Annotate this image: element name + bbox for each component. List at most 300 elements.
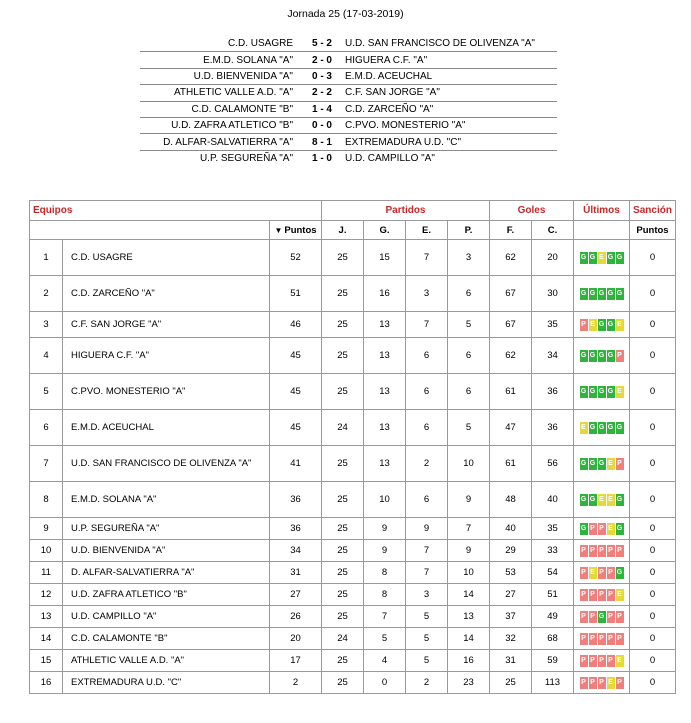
sanction-points-cell: 0	[630, 518, 676, 540]
goals-for-cell: 67	[490, 276, 532, 312]
form-badge: E	[616, 655, 624, 667]
header-sancion: Sanción	[630, 201, 676, 221]
goals-for-cell: 37	[490, 606, 532, 628]
sanction-points-cell: 0	[630, 562, 676, 584]
played-cell: 25	[322, 606, 364, 628]
won-cell: 5	[364, 628, 406, 650]
table-row[interactable]	[30, 672, 676, 694]
result-row	[140, 134, 557, 150]
drawn-cell: 2	[406, 446, 448, 482]
points-cell: 51	[270, 276, 322, 312]
form-badge: P	[589, 589, 597, 601]
recent-form-cell	[574, 446, 630, 482]
team-cell: HIGUERA C.F. "A"	[63, 338, 270, 374]
form-badge: E	[589, 567, 597, 579]
table-row[interactable]	[30, 562, 676, 584]
goals-for-cell: 48	[490, 482, 532, 518]
lost-cell: 7	[448, 518, 490, 540]
header-blank	[30, 221, 270, 240]
drawn-cell: 9	[406, 518, 448, 540]
goals-against-cell: 30	[532, 276, 574, 312]
form-badge: G	[616, 288, 624, 300]
sort-desc-icon: ▼	[274, 225, 283, 235]
recent-form-cell	[574, 672, 630, 694]
lost-cell: 13	[448, 606, 490, 628]
form-badge: G	[616, 567, 624, 579]
sanction-points-cell: 0	[630, 338, 676, 374]
header-goles: Goles	[490, 201, 574, 221]
form-badge: P	[598, 567, 606, 579]
points-cell: 36	[270, 482, 322, 518]
recent-form	[580, 611, 624, 623]
recent-form-cell	[574, 410, 630, 446]
position-cell: 12	[30, 584, 63, 606]
table-row[interactable]	[30, 240, 676, 276]
form-badge: P	[598, 523, 606, 535]
form-badge: P	[589, 677, 597, 689]
goals-against-cell: 54	[532, 562, 574, 584]
table-row[interactable]	[30, 584, 676, 606]
form-badge: G	[589, 386, 597, 398]
goals-for-cell: 62	[490, 338, 532, 374]
result-home-team: C.D. CALAMONTE "B"	[140, 101, 301, 117]
form-badge: P	[580, 633, 588, 645]
recent-form	[580, 350, 624, 362]
goals-for-cell: 53	[490, 562, 532, 584]
team-cell: C.D. USAGRE	[63, 240, 270, 276]
recent-form	[580, 319, 624, 331]
table-row[interactable]	[30, 540, 676, 562]
played-cell: 25	[322, 540, 364, 562]
form-badge: P	[580, 567, 588, 579]
won-cell: 10	[364, 482, 406, 518]
recent-form-cell	[574, 650, 630, 672]
points-cell: 45	[270, 338, 322, 374]
form-badge: P	[589, 655, 597, 667]
sanction-points-cell: 0	[630, 650, 676, 672]
form-badge: G	[598, 386, 606, 398]
lost-cell: 9	[448, 482, 490, 518]
won-cell: 9	[364, 540, 406, 562]
goals-against-cell: 20	[532, 240, 574, 276]
recent-form	[580, 386, 624, 398]
form-badge: G	[580, 252, 588, 264]
result-score: 2 - 0	[301, 52, 343, 68]
result-row	[140, 101, 557, 117]
result-away-team: EXTREMADURA U.D. "C"	[343, 134, 557, 150]
recent-form	[580, 252, 624, 264]
form-badge: G	[589, 458, 597, 470]
goals-for-cell: 62	[490, 240, 532, 276]
form-badge: P	[598, 677, 606, 689]
drawn-cell: 5	[406, 650, 448, 672]
form-badge: P	[607, 567, 615, 579]
position-cell: 9	[30, 518, 63, 540]
table-row[interactable]	[30, 312, 676, 338]
form-badge: P	[580, 611, 588, 623]
form-badge: E	[607, 523, 615, 535]
lost-cell: 23	[448, 672, 490, 694]
table-row[interactable]	[30, 606, 676, 628]
team-cell: C.D. ZARCEÑO "A"	[63, 276, 270, 312]
goals-against-cell: 59	[532, 650, 574, 672]
team-cell: E.M.D. ACEUCHAL	[63, 410, 270, 446]
result-home-team: E.M.D. SOLANA "A"	[140, 52, 301, 68]
goals-against-cell: 36	[532, 410, 574, 446]
sanction-points-cell: 0	[630, 540, 676, 562]
lost-cell: 3	[448, 240, 490, 276]
played-cell: 25	[322, 276, 364, 312]
points-cell: 36	[270, 518, 322, 540]
form-badge: G	[598, 458, 606, 470]
points-cell: 26	[270, 606, 322, 628]
position-cell: 13	[30, 606, 63, 628]
result-home-team: C.D. USAGRE	[227, 38, 293, 50]
form-badge: P	[616, 458, 624, 470]
form-badge: P	[580, 677, 588, 689]
table-row[interactable]	[30, 482, 676, 518]
drawn-cell: 6	[406, 374, 448, 410]
goals-against-cell: 56	[532, 446, 574, 482]
played-cell: 25	[322, 482, 364, 518]
form-badge: G	[616, 494, 624, 506]
form-badge: P	[598, 545, 606, 557]
position-cell: 11	[30, 562, 63, 584]
result-away-team: HIGUERA C.F. "A"	[343, 52, 557, 68]
form-badge: G	[580, 288, 588, 300]
recent-form	[580, 422, 624, 434]
recent-form-cell	[574, 374, 630, 410]
recent-form-cell	[574, 518, 630, 540]
form-badge: P	[580, 545, 588, 557]
team-cell: U.D. SAN FRANCISCO DE OLIVENZA "A"	[63, 446, 270, 482]
drawn-cell: 3	[406, 584, 448, 606]
played-cell: 24	[322, 628, 364, 650]
column-header-j: J.	[322, 221, 364, 240]
points-cell: 41	[270, 446, 322, 482]
position-cell: 2	[30, 276, 63, 312]
column-header-g: G.	[364, 221, 406, 240]
form-badge: G	[589, 252, 597, 264]
form-badge: G	[580, 386, 588, 398]
table-row[interactable]	[30, 276, 676, 312]
played-cell: 25	[322, 562, 364, 584]
table-row[interactable]	[30, 338, 676, 374]
goals-for-cell: 61	[490, 374, 532, 410]
lost-cell: 14	[448, 628, 490, 650]
result-score: 1 - 4	[301, 101, 343, 117]
column-header-e: E.	[406, 221, 448, 240]
points-cell: 45	[270, 374, 322, 410]
form-badge: G	[598, 288, 606, 300]
drawn-cell: 6	[406, 410, 448, 446]
drawn-cell: 5	[406, 628, 448, 650]
position-cell: 3	[30, 312, 63, 338]
form-badge: P	[607, 633, 615, 645]
result-row	[140, 117, 557, 133]
column-header-c: C.	[532, 221, 574, 240]
position-cell: 5	[30, 374, 63, 410]
goals-against-cell: 40	[532, 482, 574, 518]
form-badge: G	[607, 288, 615, 300]
won-cell: 13	[364, 410, 406, 446]
drawn-cell: 7	[406, 240, 448, 276]
recent-form-cell	[574, 562, 630, 584]
recent-form	[580, 523, 624, 535]
form-badge: P	[607, 611, 615, 623]
won-cell: 13	[364, 374, 406, 410]
goals-for-cell: 67	[490, 312, 532, 338]
team-cell: C.F. SAN JORGE "A"	[63, 312, 270, 338]
form-badge: E	[598, 494, 606, 506]
form-badge: G	[616, 252, 624, 264]
recent-form-cell	[574, 240, 630, 276]
form-badge: P	[616, 545, 624, 557]
goals-against-cell: 36	[532, 374, 574, 410]
team-cell: C.D. CALAMONTE "B"	[63, 628, 270, 650]
form-badge: G	[589, 494, 597, 506]
form-badge: G	[607, 252, 615, 264]
sanction-points-cell: 0	[630, 606, 676, 628]
form-badge: G	[580, 494, 588, 506]
form-badge: G	[598, 319, 606, 331]
goals-for-cell: 47	[490, 410, 532, 446]
sanction-points-cell: 0	[630, 628, 676, 650]
goals-against-cell: 34	[532, 338, 574, 374]
result-home-team: ATHLETIC VALLE A.D. "A"	[140, 85, 301, 101]
drawn-cell: 6	[406, 338, 448, 374]
result-away-team: U.D. SAN FRANCISCO DE OLIVENZA "A"	[345, 38, 535, 50]
form-badge: P	[607, 589, 615, 601]
form-badge: P	[580, 319, 588, 331]
table-row[interactable]	[30, 374, 676, 410]
goals-against-cell: 33	[532, 540, 574, 562]
team-cell: EXTREMADURA U.D. "C"	[63, 672, 270, 694]
points-cell: 17	[270, 650, 322, 672]
form-badge: G	[589, 288, 597, 300]
sanction-points-cell: 0	[630, 312, 676, 338]
recent-form	[580, 589, 624, 601]
form-badge: P	[616, 677, 624, 689]
lost-cell: 9	[448, 540, 490, 562]
goals-for-cell: 25	[490, 672, 532, 694]
drawn-cell: 5	[406, 606, 448, 628]
result-score: 1 - 0	[301, 150, 343, 166]
goals-against-cell: 51	[532, 584, 574, 606]
points-cell: 27	[270, 584, 322, 606]
form-badge: P	[589, 545, 597, 557]
form-badge: G	[580, 350, 588, 362]
points-cell: 2	[270, 672, 322, 694]
lost-cell: 6	[448, 276, 490, 312]
position-cell: 10	[30, 540, 63, 562]
sanction-points-cell: 0	[630, 446, 676, 482]
drawn-cell: 7	[406, 562, 448, 584]
form-badge: P	[607, 655, 615, 667]
lost-cell: 6	[448, 338, 490, 374]
played-cell: 25	[322, 240, 364, 276]
standings-table	[29, 200, 676, 694]
form-badge: E	[607, 458, 615, 470]
result-away-team: C.PVO. MONESTERIO "A"	[343, 117, 557, 133]
won-cell: 8	[364, 584, 406, 606]
won-cell: 13	[364, 338, 406, 374]
recent-form	[580, 677, 624, 689]
position-cell: 16	[30, 672, 63, 694]
lost-cell: 6	[448, 374, 490, 410]
lost-cell: 5	[448, 312, 490, 338]
column-header-puntos[interactable]: ▼ Puntos	[270, 221, 322, 240]
form-badge: P	[580, 655, 588, 667]
result-row	[140, 68, 557, 84]
table-row[interactable]	[30, 446, 676, 482]
team-cell: U.P. SEGUREÑA "A"	[63, 518, 270, 540]
goals-against-cell: 113	[532, 672, 574, 694]
result-home-team: U.D. BIENVENIDA "A"	[140, 68, 301, 84]
table-row[interactable]	[30, 650, 676, 672]
won-cell: 0	[364, 672, 406, 694]
played-cell: 25	[322, 518, 364, 540]
position-cell: 8	[30, 482, 63, 518]
sanction-points-cell: 0	[630, 276, 676, 312]
played-cell: 25	[322, 374, 364, 410]
goals-for-cell: 40	[490, 518, 532, 540]
result-score: 2 - 2	[301, 85, 343, 101]
lost-cell: 16	[448, 650, 490, 672]
points-cell: 31	[270, 562, 322, 584]
form-badge: G	[580, 523, 588, 535]
result-score: 0 - 3	[301, 68, 343, 84]
lost-cell: 10	[448, 562, 490, 584]
sanction-points-cell: 0	[630, 374, 676, 410]
result-home-team: U.D. ZAFRA ATLETICO "B"	[140, 117, 301, 133]
points-cell: 52	[270, 240, 322, 276]
sanction-points-cell: 0	[630, 240, 676, 276]
recent-form	[580, 655, 624, 667]
form-badge: P	[589, 611, 597, 623]
recent-form	[580, 494, 624, 506]
table-row[interactable]	[30, 518, 676, 540]
form-badge: E	[607, 494, 615, 506]
result-away-team: C.F. SAN JORGE "A"	[343, 85, 557, 101]
form-badge: E	[598, 252, 606, 264]
result-home-team: D. ALFAR-SALVATIERRA "A"	[140, 134, 301, 150]
won-cell: 13	[364, 446, 406, 482]
goals-for-cell: 31	[490, 650, 532, 672]
drawn-cell: 7	[406, 312, 448, 338]
points-cell: 20	[270, 628, 322, 650]
team-cell: U.D. BIENVENIDA "A"	[63, 540, 270, 562]
form-badge: E	[589, 319, 597, 331]
form-badge: E	[616, 589, 624, 601]
drawn-cell: 2	[406, 672, 448, 694]
position-cell: 7	[30, 446, 63, 482]
lost-cell: 14	[448, 584, 490, 606]
form-badge: G	[589, 422, 597, 434]
form-badge: G	[598, 611, 606, 623]
column-header-sancion-puntos: Puntos	[630, 221, 676, 240]
form-badge: G	[607, 386, 615, 398]
drawn-cell: 3	[406, 276, 448, 312]
recent-form-cell	[574, 628, 630, 650]
recent-form-cell	[574, 312, 630, 338]
goals-for-cell: 27	[490, 584, 532, 606]
played-cell: 25	[322, 338, 364, 374]
goals-against-cell: 35	[532, 312, 574, 338]
form-badge: G	[616, 523, 624, 535]
header-ultimos: Últimos	[574, 201, 630, 221]
played-cell: 25	[322, 312, 364, 338]
lost-cell: 5	[448, 410, 490, 446]
points-cell: 34	[270, 540, 322, 562]
sanction-points-cell: 0	[630, 410, 676, 446]
won-cell: 9	[364, 518, 406, 540]
position-cell: 4	[30, 338, 63, 374]
recent-form	[580, 545, 624, 557]
recent-form	[580, 633, 624, 645]
form-badge: G	[598, 350, 606, 362]
won-cell: 4	[364, 650, 406, 672]
team-cell: C.PVO. MONESTERIO "A"	[63, 374, 270, 410]
goals-against-cell: 49	[532, 606, 574, 628]
form-badge: P	[589, 633, 597, 645]
result-away-team: U.D. CAMPILLO "A"	[343, 150, 557, 166]
position-cell: 1	[30, 240, 63, 276]
form-badge: E	[607, 677, 615, 689]
played-cell: 25	[322, 650, 364, 672]
team-cell: ATHLETIC VALLE A.D. "A"	[63, 650, 270, 672]
form-badge: E	[580, 422, 588, 434]
lost-cell: 10	[448, 446, 490, 482]
goals-for-cell: 61	[490, 446, 532, 482]
form-badge: E	[616, 386, 624, 398]
result-score: 0 - 0	[301, 117, 343, 133]
result-score: 8 - 1	[301, 134, 343, 150]
goals-against-cell: 68	[532, 628, 574, 650]
column-header-p: P.	[448, 221, 490, 240]
result-away-team: E.M.D. ACEUCHAL	[343, 68, 557, 84]
recent-form-cell	[574, 584, 630, 606]
team-cell: E.M.D. SOLANA "A"	[63, 482, 270, 518]
played-cell: 25	[322, 584, 364, 606]
won-cell: 15	[364, 240, 406, 276]
form-badge: P	[607, 545, 615, 557]
form-badge: E	[616, 319, 624, 331]
form-badge: G	[589, 350, 597, 362]
recent-form	[580, 567, 624, 579]
result-row	[140, 85, 557, 101]
recent-form-cell	[574, 276, 630, 312]
header-equipos: Equipos	[30, 201, 322, 221]
goals-against-cell: 35	[532, 518, 574, 540]
sanction-points-cell: 0	[630, 482, 676, 518]
goals-for-cell: 29	[490, 540, 532, 562]
form-badge: G	[607, 422, 615, 434]
form-badge: P	[616, 350, 624, 362]
won-cell: 13	[364, 312, 406, 338]
won-cell: 7	[364, 606, 406, 628]
played-cell: 25	[322, 672, 364, 694]
form-badge: P	[616, 611, 624, 623]
result-row	[140, 52, 557, 68]
position-cell: 14	[30, 628, 63, 650]
results-table	[140, 36, 557, 166]
table-row[interactable]	[30, 410, 676, 446]
result-score: 5 - 2	[311, 38, 332, 50]
table-row[interactable]	[30, 628, 676, 650]
sanction-points-cell: 0	[630, 672, 676, 694]
recent-form-cell	[574, 540, 630, 562]
